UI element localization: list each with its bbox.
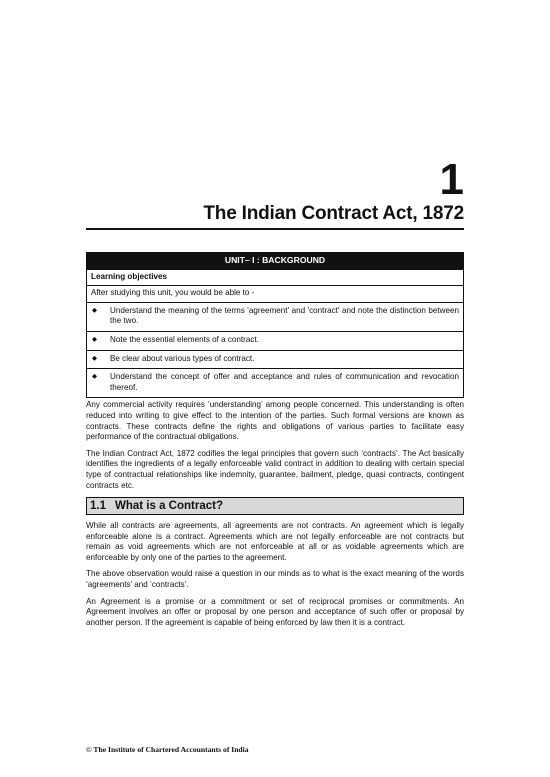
objective-text: Understand the meaning of the terms 'agreement' and 'contract' and note the distinction between the two. xyxy=(110,305,459,326)
page-content xyxy=(86,252,464,634)
objective-text: Note the essential elements of a contract. xyxy=(110,334,259,344)
diamond-bullet-icon: ◆ xyxy=(92,373,97,381)
section-number: 1.1 xyxy=(90,500,106,513)
body-paragraph: Any commercial activity requires ‘understanding’ among people concerned. This understanding is often reduced into writing to give effect to the intention of the parties. Such formal versions are known as contracts. These contracts define the rights and obligations of various parties to facilitate easy performance of the contractual obligations. xyxy=(86,400,464,442)
unit-box xyxy=(86,252,464,398)
learning-objectives-label: Learning objectives xyxy=(87,269,463,286)
unit-header: UNIT– I : BACKGROUND xyxy=(87,253,463,269)
objective-item xyxy=(87,350,463,369)
objectives-intro: After studying this unit, you would be able to - xyxy=(87,285,463,302)
body-paragraph: The above observation would raise a question in our minds as to what is the exact meaning of the words ‘agreements’ and ‘contracts’. xyxy=(86,569,464,590)
body-paragraph: An Agreement is a promise or a commitment or set of reciprocal promises or commitments. An Agreement involves an offer or proposal by one person and acceptance of such offer or proposal by another person. If the agreement is capable of being enforced by law then it is a contract. xyxy=(86,596,464,627)
objective-item xyxy=(87,368,463,397)
objective-item xyxy=(87,302,463,331)
chapter-title: The Indian Contract Act, 1872 xyxy=(203,203,464,224)
chapter-number: 1 xyxy=(439,155,464,204)
page-footer: © The Institute of Chartered Accountants of India xyxy=(86,745,249,754)
diamond-bullet-icon: ◆ xyxy=(92,354,97,362)
body-paragraph: While all contracts are agreements, all agreements are not contracts. An agreement which is legally enforceable alone is a contract. Agreements which are not legally enforceable are not contracts but remain as void agreements which are not enforceable at all or as voidable agreements which are enforceable by only one of the parties to the agreement. xyxy=(86,521,464,562)
objective-item xyxy=(87,331,463,350)
title-rule xyxy=(86,228,464,230)
diamond-bullet-icon: ◆ xyxy=(92,306,97,314)
objective-text: Understand the concept of offer and acceptance and rules of communication and revocation thereof. xyxy=(110,372,459,392)
diamond-bullet-icon: ◆ xyxy=(92,335,97,343)
objective-text: Be clear about various types of contract. xyxy=(110,353,255,363)
section-heading xyxy=(86,497,464,515)
section-title: What is a Contract? xyxy=(115,500,223,513)
body-paragraph: The Indian Contract Act, 1872 codifies the legal principles that govern such ‘contracts’. The Act basically identifies the ingredients of a legally enforceable valid contract in addition to dealing with certain special type of contractual relationships like indemnity, guarantee, bailment, pledge, quasi contracts, contingent contracts etc. xyxy=(86,448,464,490)
